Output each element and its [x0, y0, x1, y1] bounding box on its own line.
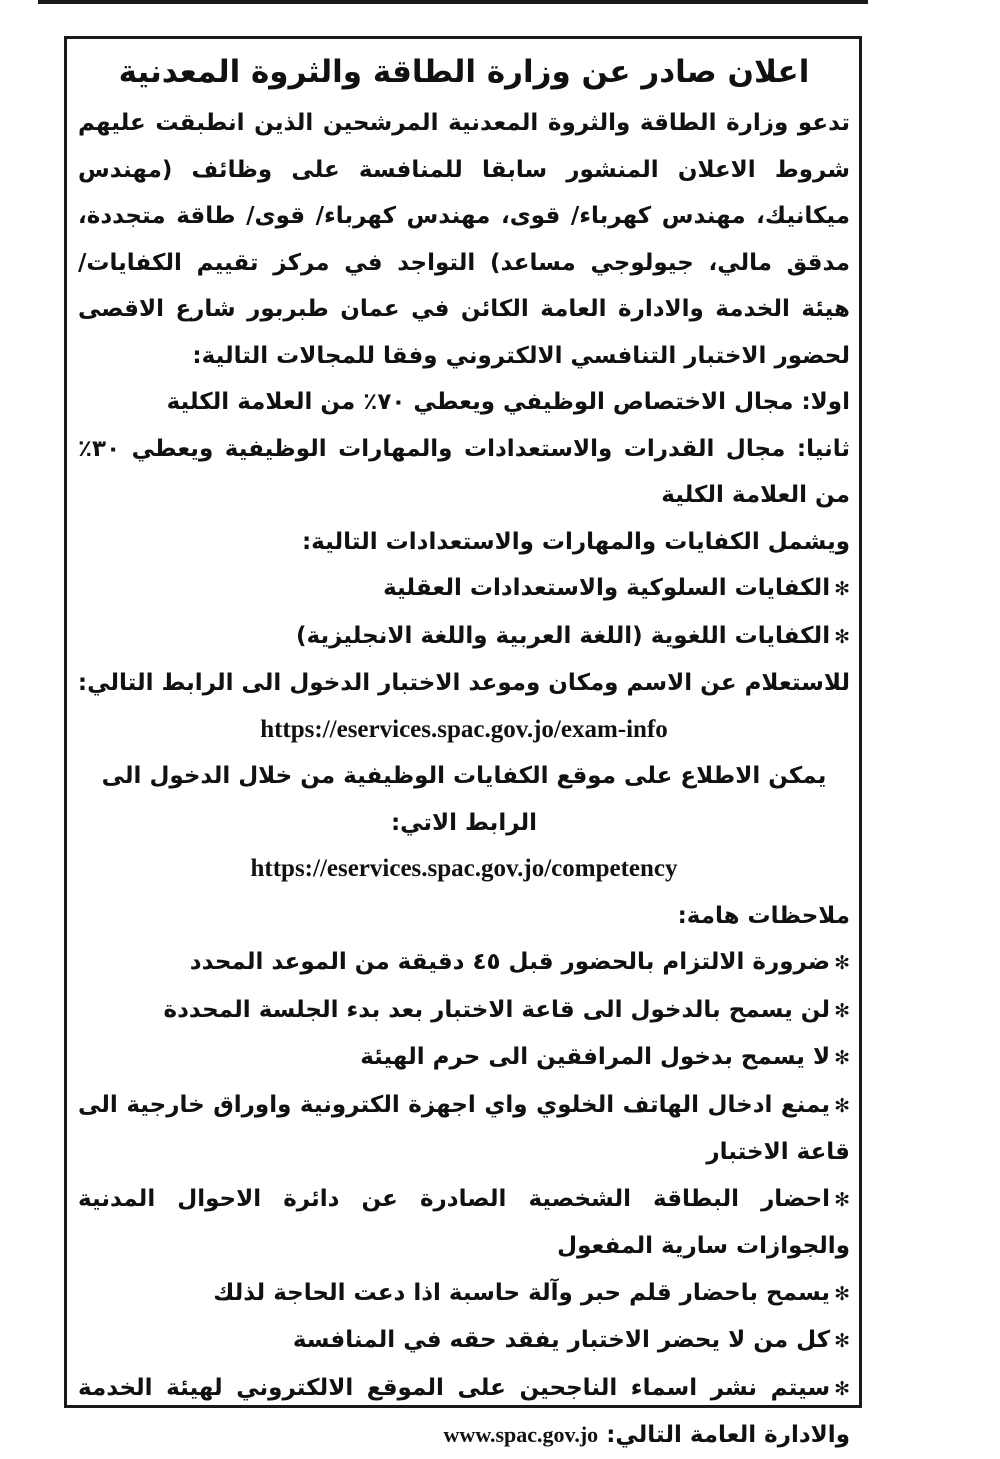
competency-item: [78, 613, 850, 661]
field-first: اولا: مجال الاختصاص الوظيفي ويعطي ٧٠٪ من العلامة الكلية: [166, 389, 850, 415]
notes-heading: ملاحظات هامة:: [677, 902, 850, 929]
intro-paragraph: تدعو وزارة الطاقة والثروة المعدنية المرشحين الذين انطبقت عليهم شروط الاعلان المنشور سابقا للمنافسة على وظائف (مهندس ميكانيك، مهندس كهرباء/ قوى، مهندس كهرباء/ قوى/ طاقة متجددة، مدقق مالي، جيولوجي مساعد) التواجد في مركز تقييم الكفايات/ هيئة الخدمة والادارة العامة الكائن في عمان طبربور شارع الاقصى لحضور الاختبار التنافسي الالكتروني وفقا للمجالات التالية:: [78, 110, 850, 369]
competency-item-text: الكفايات اللغوية (اللغة العربية واللغة الانجليزية): [296, 622, 831, 649]
note-item-text: كل من لا يحضر الاختبار يفقد حقه في المنافسة: [292, 1327, 831, 1353]
note-item-text: لن يسمح بالدخول الى قاعة الاختبار بعد بدء الجلسة المحددة: [163, 996, 831, 1023]
asterisk-bullet-icon: ✻: [834, 1330, 850, 1352]
note-item: [78, 939, 850, 987]
asterisk-bullet-icon: ✻: [834, 578, 850, 600]
asterisk-bullet-icon: ✻: [834, 952, 850, 974]
asterisk-bullet-icon: ✻: [834, 1094, 850, 1117]
asterisk-bullet-icon: ✻: [834, 1282, 850, 1305]
asterisk-bullet-icon: ✻: [834, 1047, 850, 1069]
note-item-text: يسمح باحضار قلم حبر وآلة حاسبة اذا دعت الحاجة لذلك: [213, 1279, 831, 1306]
note-item-last: [78, 1365, 850, 1459]
inquiry-text: للاستعلام عن الاسم ومكان وموعد الاختبار الدخول الى الرابط التالي:: [77, 670, 850, 696]
note-item: [78, 1082, 850, 1176]
asterisk-bullet-icon: ✻: [834, 999, 850, 1022]
note-item: [78, 1317, 850, 1365]
note-item-text: يمنع ادخال الهاتف الخلوي واي اجهزة الكترونية واوراق خارجية الى قاعة الاختبار: [78, 1091, 850, 1165]
note-item-text: سيتم نشر اسماء الناجحين على الموقع الالكتروني لهيئة الخدمة والادارة العامة التالي:: [78, 1374, 850, 1448]
note-item-text: ضرورة الالتزام بالحضور قبل ٤٥ دقيقة من الموعد المحدد: [189, 949, 831, 975]
note-item: [78, 1176, 850, 1270]
note-item: [78, 1034, 850, 1082]
note-item-text: لا يسمح بدخول المرافقين الى حرم الهيئة: [360, 1044, 831, 1070]
inquiry-url[interactable]: https://eservices.spac.gov.jo/exam-info: [260, 715, 668, 743]
field-second: ثانيا: مجال القدرات والاستعدادات والمهارات الوظيفية ويعطي ٣٠٪ من العلامة الكلية: [78, 435, 850, 508]
website-url[interactable]: www.spac.gov.jo: [443, 1422, 599, 1447]
note-item: [78, 987, 850, 1035]
competency-item: [78, 565, 850, 613]
asterisk-bullet-icon: ✻: [834, 1188, 850, 1211]
competency-text: يمكن الاطلاع على موقع الكفايات الوظيفية من خلال الدخول الى الرابط الاتي:: [101, 763, 827, 836]
asterisk-bullet-icon: ✻: [834, 625, 850, 648]
announcement-title: اعلان صادر عن وزارة الطاقة والثروة المعدنية: [118, 54, 810, 90]
note-item: [78, 1270, 850, 1318]
competency-item-text: الكفايات السلوكية والاستعدادات العقلية: [383, 575, 831, 601]
competencies-heading: ويشمل الكفايات والمهارات والاستعدادات التالية:: [301, 528, 850, 555]
top-rule: [38, 0, 868, 4]
announcement-content: [78, 44, 850, 1459]
competency-url[interactable]: https://eservices.spac.gov.jo/competency: [250, 855, 678, 882]
note-item-text: احضار البطاقة الشخصية الصادرة عن دائرة الاحوال المدنية والجوازات سارية المفعول: [78, 1185, 850, 1259]
asterisk-bullet-icon: ✻: [834, 1377, 850, 1400]
